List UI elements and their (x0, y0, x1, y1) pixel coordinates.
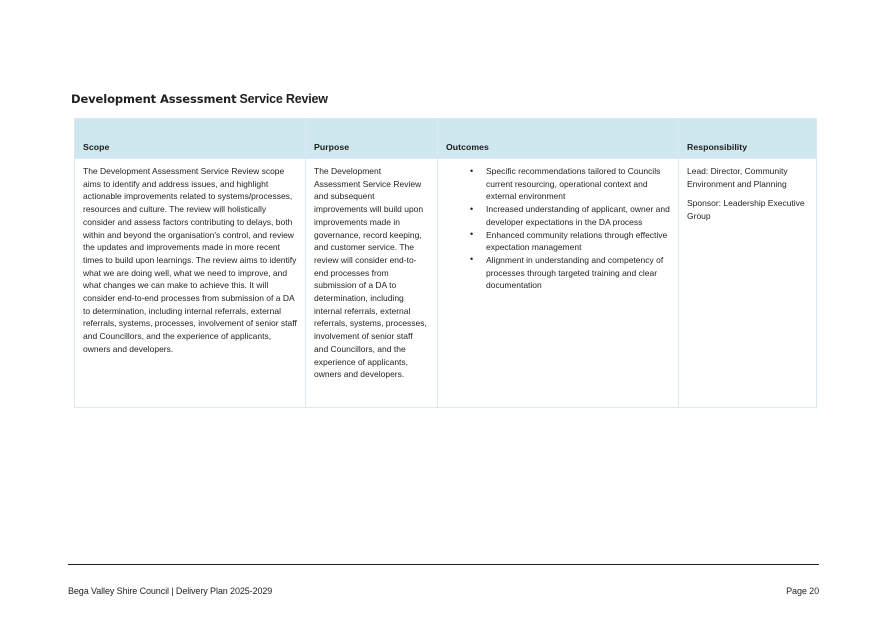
column-header-purpose: Purpose (306, 119, 438, 159)
column-header-scope: Scope (75, 119, 306, 159)
scope-text: The Development Assessment Service Review scope aims to identify and address issues, and highlight actionable improvements related to systems/processes, resources and culture. The review will holistically consider and assess factors contributing to delays, both within and beyond the organisation's control, and review the updates and improvements made in more recent times to build upon learnings. The review aims to identify what we are doing well, what we need to improve, and what changes we can make to achieve this. It will consider end-to-end processes from submission of a DA to determination, including internal referrals, external referrals, systems, processes, involvement of senior staff and Councillors, and the experience of applicants, owners and developers. (83, 166, 297, 354)
responsibility-lead: Lead: Director, Community Environment and Planning (687, 166, 788, 189)
outcomes-list (446, 165, 670, 292)
cell-purpose (306, 159, 438, 408)
page-footer (68, 586, 819, 596)
page-title-primary: Development Assessment (71, 92, 237, 106)
cell-outcomes (438, 159, 679, 408)
list-item: • Increased understanding of applicant, owner and developer expectations in the DA process (470, 203, 670, 228)
table-row (75, 159, 817, 408)
footer-page-number: Page 20 (786, 586, 819, 596)
responsibility-sponsor: Sponsor: Leadership Executive Group (687, 198, 805, 222)
service-review-table (74, 118, 817, 408)
list-item: • Specific recommendations tailored to Councils current resourcing, operational context and external environment (470, 165, 670, 203)
list-item: • Enhanced community relations through effective expectation management (470, 229, 670, 254)
column-header-responsibility: Responsibility (679, 119, 817, 159)
table-header-row (75, 119, 817, 159)
cell-scope (75, 159, 306, 408)
page-title (71, 91, 328, 107)
column-header-outcomes: Outcomes (438, 119, 679, 159)
footer-document-label: Bega Valley Shire Council | Delivery Plan 2025-2029 (68, 586, 273, 596)
list-item: • Alignment in understanding and competency of processes through targeted training and clear documentation (470, 254, 670, 292)
page-title-secondary: Service Review (239, 92, 328, 106)
purpose-text: The Development Assessment Service Review and subsequent improvements will build upon improvements made in governance, record keeping, and customer service. The review will consider end-to-end processes from submission of a DA to determination, including internal referrals, external referrals, systems, processes, involvement of senior staff and Councillors, and the experience of applicants, owners and developers. (314, 166, 427, 380)
footer-divider (68, 564, 819, 565)
cell-responsibility (679, 159, 817, 408)
